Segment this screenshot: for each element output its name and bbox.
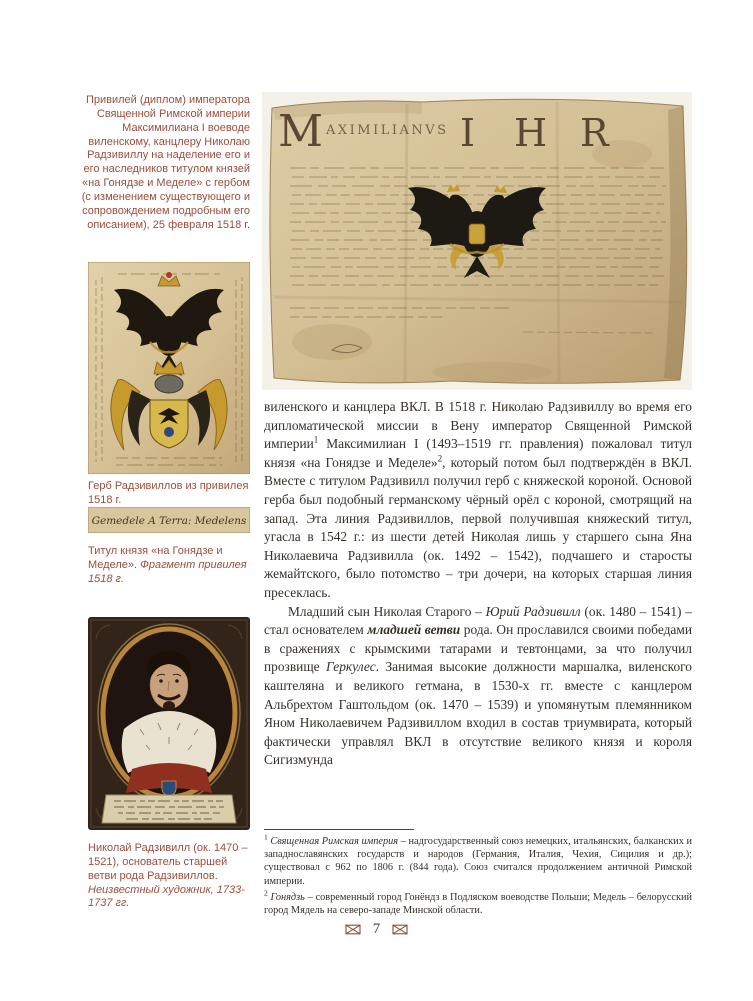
letter-R: R [580,111,609,155]
footnote-1-marker: 1 [264,832,268,842]
p1-text-a: виленского и канцлера ВКЛ. В 1518 г. Николаю Радзивиллу во время его дипломатической миссии в Вену император Священной Римской империи [264,399,692,452]
caption-title-fragment-italic: Фрагмент привилея 1518 г. [88,558,247,585]
footnote-2 [264,888,692,917]
caption-title-fragment [88,545,250,587]
page-footer [0,921,753,938]
footnote-1 [264,832,693,888]
letter-I: I [460,111,476,155]
paragraph-1 [264,398,692,603]
page-number: 7 [372,921,381,937]
p2-nickname-hercules: Геркулес [326,659,376,675]
caption-portrait [88,842,250,911]
letter-M: M [278,106,324,157]
p2-text-b: (ок. 1480 – 1541) – стал основателем [264,603,692,638]
caption-coat-of-arms: Герб Радзивиллов из привилея 1518 г. [88,480,249,506]
ornament-right-icon [392,924,408,935]
portrait-image [88,617,250,830]
title-fragment-image [88,507,250,533]
main-text-column [264,398,692,770]
caption-portrait-normal: Николай Радзивилл (ок. 1470 – 1521), основатель старшей ветви рода Радзивиллов. [88,842,248,882]
caption-title-fragment-normal: Титул князя «на Гонядзе и Меделе». [88,545,223,571]
coat-of-arms-illustration [88,262,250,474]
title-fragment-illustration [88,507,250,533]
footnote-ref-1: 1 [313,434,319,445]
charter-parchment [262,92,692,390]
p2-younger-branch: младшей ветви [367,622,461,638]
portrait-illustration [88,617,250,830]
footnotes-block [264,829,692,920]
p1-text-c: , который потом был подтверждён в ВКЛ. Вместе с титулом Радзивилл получил герб с княжеской короной. Основой герба был подобный германскому чёрный орёл с короной, смотрящий на запад. Эта линия Радзивиллов, первой получившая княжеский титул, угасла в 1542 г.: из шести детей Николая лишь у старшего сына Яна Николаевича Радзивилла (ок. 1492 – 1542), подчашего и старосты жемайтского, было потомство – три дочери, на которых старшая линия пресеклась. [264,454,692,600]
fragment-script-text: Gemedele A Terra: Medelens [91,515,247,527]
footnote-2-text: – современный город Гонёндз в Подляском воеводстве Польши; Медель – белорусский город Мядель на северо-западе Минской области. [264,891,692,917]
p2-text-c: рода. Он прославился своими победами в сражениях с крымскими татарами и тевтонцами, за что получил прозвище [264,622,692,675]
footnote-separator [264,829,414,830]
caption-portrait-italic: Неизвестный художник, 1733-1737 гг. [88,883,245,910]
paragraph-2 [264,603,692,770]
letter-H: H [514,111,548,155]
letters-aximilianvs: AXIMILIANVS [326,123,449,138]
footnote-ref-2: 2 [437,453,443,464]
ornament-left-icon [345,924,361,935]
p2-text-a: Младший сын Николая Старого – [288,603,486,619]
footnote-2-term: Гонядзь [270,891,305,903]
footnote-1-text: – надгосударственный союз немецких, итальянских, балканских и западнославянских государств и народов (Германия, Италия, Чехия, Сицилия и др.); существовал с 962 по 1806 г. (844 года). Союз считался продолжением античной Римской империи. [264,836,693,887]
footnote-1-term: Священная Римская империя [270,836,399,847]
caption-privilege: Привилей (диплом) императора Священной Римской империи Максимилиана I воеводе виленскому, канцлеру Николаю Радзивиллу на наделение его и его наследников титулом князей «на Гонядзе и Меделе» с гербом (с изменением существующего и сопровождением подробным его описанием), 25 февраля 1518 г. [81,94,250,231]
p1-text-b: Максимилиан I (1493–1519 гг. правления) пожаловал титул князя «на Гонядзе и Меделе» [264,436,692,470]
small-shield [150,400,188,448]
p2-text-d: . Занимая высокие должности маршалка, виленского каштеляна и великого гетмана, в 1530-х гг. вместе с канцлером Альбрехтом Гаштольдом (ок. 1470 – 1539) и упомянутым племянником Яном Николаевичем Радзивиллом входил в состав триумвирата, который фактически управлял ВКЛ в отсутствие великого князя и короля Сигизмунда [264,659,692,768]
p2-name-yuri: Юрий Радзивилл [485,603,581,619]
coat-of-arms-image [88,262,250,474]
charter-image [262,92,692,390]
footnote-2-marker: 2 [264,888,268,898]
